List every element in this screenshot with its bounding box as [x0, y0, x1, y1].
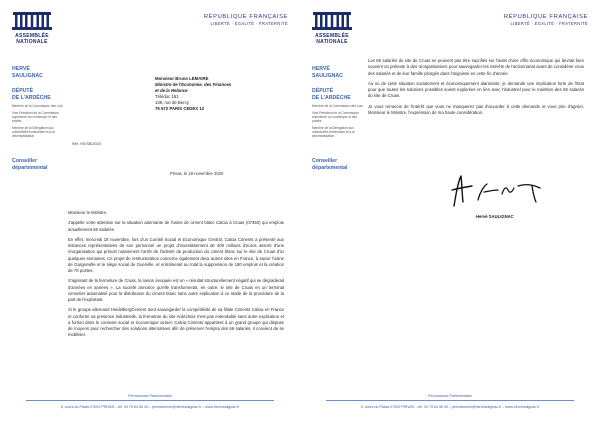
deputy-role: DÉPUTÉ — [312, 88, 334, 94]
hemicycle-icon — [310, 9, 354, 33]
deputy-constituency: DE L'ARDÈCHE — [12, 94, 51, 101]
letter-reference: Réf. HS/SB/2020 — [72, 142, 101, 146]
logo-text-line2: NATIONALE — [316, 39, 348, 45]
republic-title: RÉPUBLIQUE FRANÇAISE — [503, 14, 588, 20]
salutation: Monsieur le Ministre, — [68, 210, 108, 215]
letter-page-2 — [300, 0, 600, 424]
conseiller-line-2: départemental — [12, 164, 48, 171]
footer-label: Permanence Parlementaire — [128, 394, 172, 398]
recipient-title-1: Ministre de l'Economie, des Finances — [155, 82, 232, 87]
letter-body-page-1 — [68, 210, 284, 343]
recipient-name: Monsieur Bruno LEMAIRE — [155, 76, 209, 81]
deputy-role: DÉPUTÉ — [12, 88, 34, 94]
deputy-last-name: SAULIGNAC — [12, 72, 43, 79]
logo-text-line2: NATIONALE — [16, 39, 48, 45]
assemblee-nationale-logo — [310, 9, 354, 45]
recipient-address-3: 75 572 PARIS CEDEX 12 — [155, 106, 205, 111]
body-paragraph: En effet, mercredi 18 novembre, lors d'un Comité Social et Economique Central, Calcia Ciments a présenté aux instances représentatives de son personnel un projet d'investissement de 400 millions d'euros assorti d'une réorganisation qui prévoit notamment l'arrêt de l'activité de production du ciment blanc sur le site de Cruas d'ici quelques semaines. Ce projet de restructuration concerne également deux autres sites en France, à savoir l'usine de Gargenville et le siège social de Guerville, et entraînerait au total la suppression de 180 emplois et la création de 70 postes. — [68, 236, 284, 273]
recipient-address — [155, 76, 295, 112]
conseiller-departemental — [12, 158, 72, 171]
deputy-info-3: Membre de la Délégation aux collectivités territoriales et à la décentralisation — [12, 125, 55, 139]
deputy-last-name: SAULIGNAC — [312, 72, 343, 79]
conseiller-line-1: Conseiller — [312, 158, 338, 164]
deputy-first-name: HERVÉ — [12, 66, 30, 72]
recipient-address-1: Télédoc 151 — [155, 94, 179, 99]
logo-text-line1: ASSEMBLÉE — [15, 33, 49, 39]
republic-title: RÉPUBLIQUE FRANÇAISE — [203, 14, 288, 20]
footer-label: Permanence Parlementaire — [428, 394, 472, 398]
deputy-sidebar — [312, 66, 364, 171]
letter-body-page-2 — [368, 58, 584, 120]
handwritten-signature — [440, 172, 550, 212]
signer-name: Hervé SAULIGNAC — [476, 214, 514, 219]
deputy-info-1: Membre de la Commission des Lois — [12, 104, 63, 108]
body-paragraph: Les 66 salariés du site de Cruas ne peuvent pas être sacrifiés sur l'autel d'une offre économique qui devrait bien souvent un prétexte à des réorganisations pour sauvegarder les intérêts de l'actionnariat avant de considérer ceux des salariés et de leur famille plongés dans l'angoisse en cette fin d'année. — [368, 58, 584, 76]
deputy-info-2: Vice-Président de la Commission supérieure du numérique et des postes — [12, 110, 59, 124]
footer-divider — [26, 400, 274, 401]
body-paragraph: Si le groupe allemand HeidelbergCement dont sauvegarder la compétitivité de sa filiale Ciments Calcia en France et conforter sa présence industrielle, la fermeture du site Ardéchois n'est pas entendable sans autre explication et a fortiori dans le contexte social et économique actuel. Calcia Ciments appartient à un grand groupe qui dispose de moyens pour rechercher des solutions alternatives afin de préserver l'emploi des 66 salariés, il convient de se mobiliser. — [68, 307, 284, 338]
republique-francaise-mark — [504, 14, 588, 27]
conseiller-line-1: Conseiller — [12, 158, 38, 164]
assemblee-nationale-logo — [10, 9, 54, 45]
deputy-constituency: DE L'ARDÈCHE — [312, 94, 351, 101]
deputy-info-3: Membre de la Délégation aux collectivités territoriales et à la décentralisation — [312, 125, 355, 139]
republique-francaise-mark — [204, 14, 288, 27]
footer-contact: 5, cours du Palais 07000 PRIVAS – tél. 04 75 64 56 49 – permanence@herveaulignac.fr – www.herveaulignac.fr — [60, 405, 240, 409]
body-paragraph: Au vu de cette situation socialement et économiquement alarmante, je demande une implication forte de l'Etat pour que toutes les solutions possibles soient explorées en lien avec l'industriel pour le maintien des 66 salariés du site de Cruas. — [368, 80, 584, 99]
republic-motto: LIBERTÉ · ÉGALITÉ · FRATERNITÉ — [510, 21, 588, 26]
hemicycle-icon — [10, 9, 54, 33]
recipient-address-2: 139, rue de Bercy — [155, 100, 189, 105]
republic-motto: LIBERTÉ · ÉGALITÉ · FRATERNITÉ — [210, 21, 288, 26]
footer-divider — [326, 400, 574, 401]
footer-contact: 5, cours du Palais 07000 PRIVAS – tél. 04 75 64 56 49 – permanence@herveaulignac.fr – www.herveaulignac.fr — [360, 405, 540, 409]
deputy-first-name: HERVÉ — [312, 66, 330, 72]
body-paragraph: S'agissant de la fermeture de Cruas, la raison évoquée est un « résultat structurellement négatif qui se dégraderait d'années en années ». La société annonce qu'elle transformerait, en outre, le site de Cruas en un terminal cimentier automatisé pour la distribution du ciment blanc sans autre explication à ce stade de la procédure de la part de l'exploitant. — [68, 278, 284, 302]
deputy-sidebar — [12, 66, 64, 171]
conseiller-line-2: départemental — [312, 164, 348, 171]
body-paragraph: J'appelle votre attention sur la situation alarmante de l'usine de ciment blanc Calcia à Cruas (07350) qui emploie actuellement 66 salariés. — [68, 220, 284, 232]
deputy-info-2: Vice-Président de la Commission supérieure du numérique et des postes — [312, 110, 359, 124]
closing-paragraph: Je vous remercie de l'intérêt que vous ne manquerez pas d'accorder à cette demande et vous prie d'agréer, Monsieur le Ministre, l'expression de ma haute considération. — [368, 103, 584, 115]
deputy-info-1: Membre de la Commission des Lois — [312, 104, 363, 108]
conseiller-departemental — [312, 158, 372, 171]
logo-text-line1: ASSEMBLÉE — [315, 33, 349, 39]
letter-date: Privas, le 19 novembre 2020 — [170, 171, 224, 176]
recipient-title-2: et de la Relance — [155, 88, 188, 93]
